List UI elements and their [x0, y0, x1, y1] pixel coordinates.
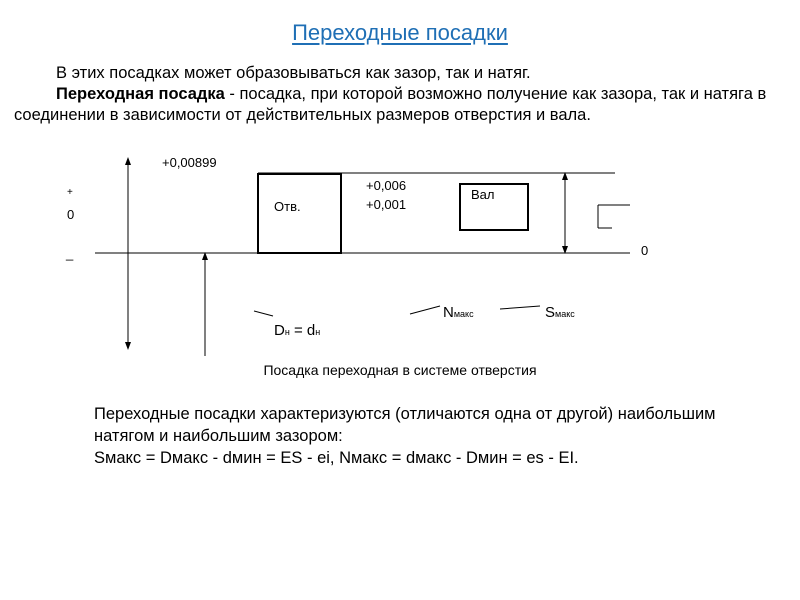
- definition-term: Переходная посадка: [56, 85, 225, 103]
- shaft-upper-deviation: +0,006: [366, 178, 407, 193]
- smax-leader-line: [500, 306, 540, 309]
- diagram-caption: Посадка переходная в системе отверстия: [263, 362, 537, 378]
- axis-zero-label: 0: [67, 207, 75, 222]
- axis-plus-label: +: [67, 187, 73, 198]
- dn-leader-line: [254, 311, 273, 316]
- axis-minus-label: _: [66, 246, 74, 261]
- s-max-label: Sмакс: [545, 304, 575, 321]
- page-title: Переходные посадки: [292, 20, 508, 45]
- zero-line-label: 0: [641, 243, 649, 258]
- top-deviation-label: +0,00899: [162, 155, 217, 170]
- nominal-size-label: Dн = dн: [274, 322, 321, 339]
- nmax-leader-line: [410, 306, 440, 314]
- shaft-label: Вал: [471, 187, 495, 202]
- n-max-label: Nмакс: [443, 304, 474, 321]
- definition-text: - посадка, при которой возможно получение как зазора, так и натяга в соединении в зависимости от действительных размеров отверстия и вала.: [14, 85, 767, 124]
- formula: Sмакс = Dмакс - dмин = ES - ei, Nмакс = dмакс - Dмин = es - EI.: [94, 449, 579, 467]
- hole-label: Отв.: [274, 199, 301, 214]
- bottom-text: [50, 403, 770, 469]
- shaft-lower-deviation: +0,001: [366, 197, 407, 212]
- bottom-paragraph: Переходные посадки характеризуются (отличаются одна от другой) наибольшим натягом и наибольшим зазором:: [94, 405, 716, 445]
- intro-line: В этих посадках может образовываться как зазор, так и натяг.: [56, 64, 531, 82]
